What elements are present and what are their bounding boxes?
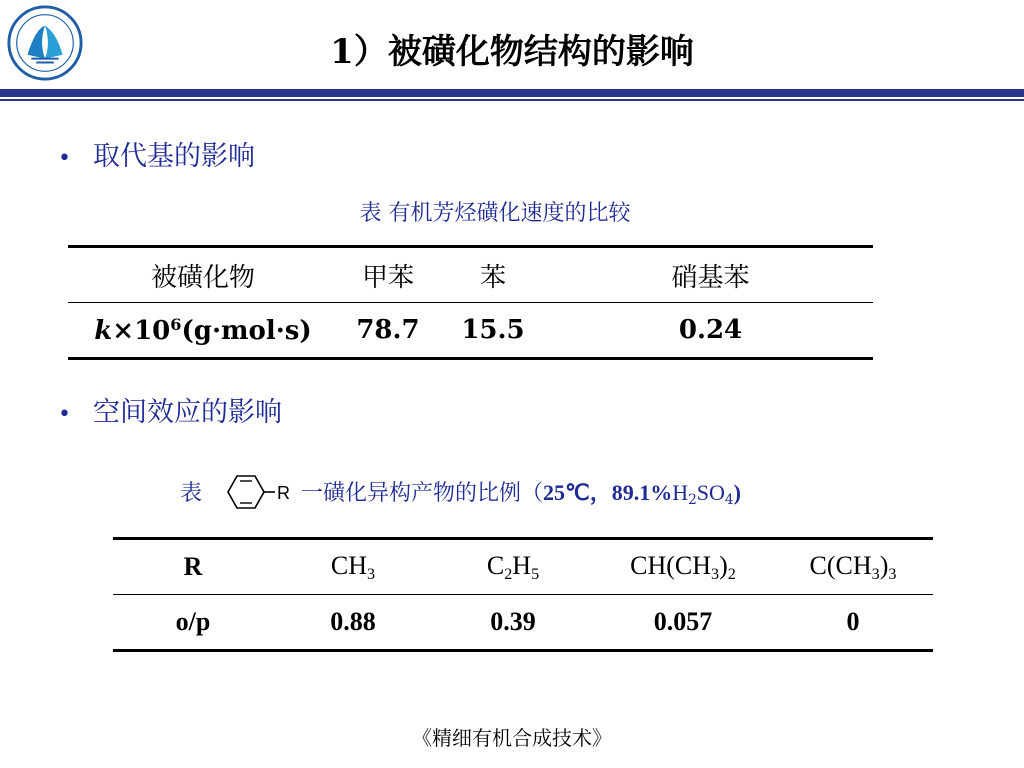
header-nitrobenzene: 硝基苯: [548, 247, 873, 303]
tbutyl-a: C(CH: [809, 550, 872, 580]
methyl-sub: 3: [367, 565, 376, 583]
bullet-substituent-text: 取代基的影响: [92, 141, 255, 172]
isopropyl-b-sub: 2: [727, 565, 736, 583]
op-methyl: 0.88: [330, 607, 376, 636]
title-divider: [0, 89, 1024, 97]
acid-h: H: [672, 480, 689, 505]
row-label-op: o/p: [175, 607, 211, 636]
header-benzene: 苯: [438, 247, 548, 303]
bullet-dot: •: [58, 146, 71, 171]
ethyl-c: C: [486, 550, 505, 580]
exponent: 6: [170, 314, 182, 334]
value-nitrobenzene: 0.24: [678, 315, 743, 345]
header-toluene: 甲苯: [338, 247, 438, 303]
table1-caption: 表 有机芳烃磺化速度的比较: [359, 201, 631, 226]
r-group-label: R: [277, 483, 290, 503]
bullet-dot: •: [58, 402, 71, 427]
tbutyl-b: ): [879, 550, 889, 580]
table-header-row: [68, 247, 873, 303]
table-row: [68, 303, 873, 359]
op-tert-butyl: 0: [846, 607, 860, 636]
bullet-substituent: [58, 139, 255, 177]
acid-h-sub: 2: [688, 492, 697, 509]
bullet-steric-text: 空间效应的影响: [92, 397, 282, 428]
caption-prefix: 表: [180, 481, 203, 506]
caption-main: 一磺化异构产物的比例（: [301, 481, 544, 506]
sulfonation-rate-table: [68, 245, 873, 360]
ethyl-c-sub: 2: [504, 565, 513, 583]
table-row: [113, 595, 933, 651]
bullet-steric: [58, 395, 282, 433]
isopropyl-b: ): [719, 550, 728, 580]
methyl-base: CH: [330, 550, 368, 580]
op-isopropyl: 0.057: [653, 607, 713, 636]
header-tert-butyl: [773, 539, 933, 595]
header-r: R: [113, 539, 273, 595]
isopropyl-a-sub: 3: [711, 565, 720, 583]
header-isopropyl: [593, 539, 773, 595]
isopropyl-a: CH(CH: [630, 550, 712, 580]
header-substrate: 被磺化物: [68, 247, 338, 303]
op-ethyl: 0.39: [490, 607, 536, 636]
caption-text: [301, 476, 741, 508]
title-divider-thin: [0, 99, 1024, 101]
isomer-ratio-table: [113, 537, 933, 652]
header-methyl: [273, 539, 433, 595]
ethyl-h: H: [512, 550, 532, 580]
k-symbol: k: [94, 315, 113, 346]
rate-constant-label: [68, 303, 338, 359]
value-toluene: 78.7: [356, 315, 420, 345]
header-ethyl: [433, 539, 593, 595]
value-benzene: 15.5: [461, 315, 525, 345]
caption-close: ): [733, 480, 741, 505]
acid-so: SO: [696, 480, 725, 505]
table-header-row: [113, 539, 933, 595]
footer-book-title: 《精细有机合成技术》: [412, 726, 612, 750]
ethyl-h-sub: 5: [531, 565, 540, 583]
unit: (g·mol·s): [181, 315, 312, 346]
times-ten: ×10: [112, 315, 171, 346]
benzene-ring-icon: [223, 472, 303, 512]
tbutyl-b-sub: 3: [888, 565, 897, 583]
acid-so-sub: 4: [724, 492, 734, 509]
tbutyl-a-sub: 3: [871, 565, 880, 583]
caption-conditions: 25℃，89.1%: [543, 480, 673, 505]
slide-title: 1）被磺化物结构的影响: [330, 32, 694, 72]
